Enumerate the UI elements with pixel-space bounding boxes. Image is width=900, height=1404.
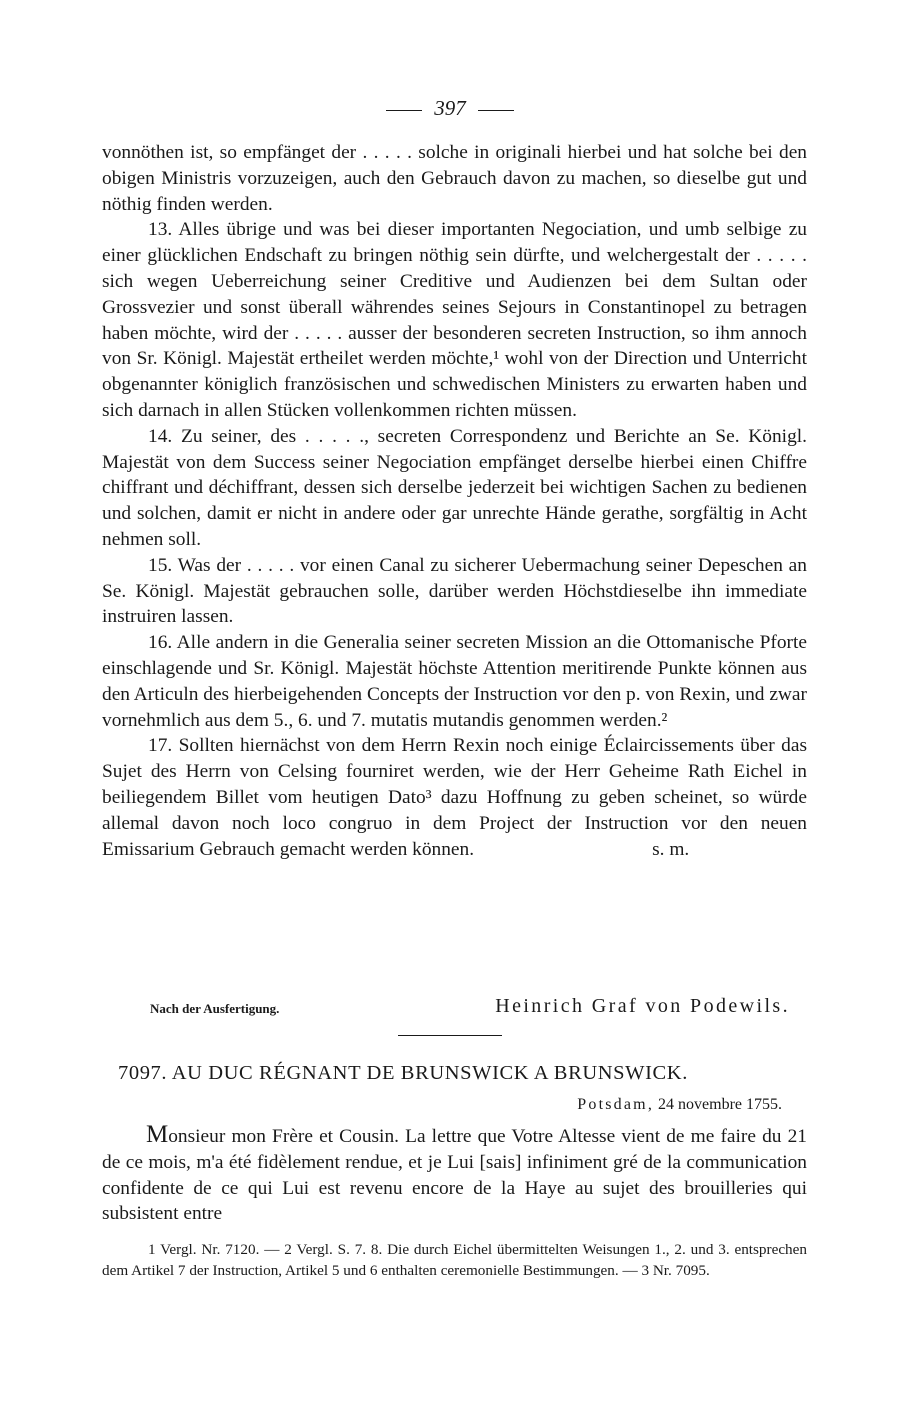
letter-paragraph: [102, 1122, 807, 1227]
paragraph-17-text: 17. Sollten hiernächst von dem Herrn Rexin noch einige Éclaircissements über das Sujet des Herrn von Celsing fourniret werden, wie der Herr Geheime Rath Eichel in beiliegendem Billet vom heutigen Dato³ dazu Hoffnung zu geben scheinet, so würde allemal davon noch loco congruo in dem Project der Instruction vor den neuen Emissarium Gebrauch gemacht werden können.: [102, 735, 807, 860]
page-number-header: [0, 96, 900, 121]
instruction-text: [102, 140, 807, 862]
letter-place-date: [577, 1096, 782, 1114]
footnotes: 1 Vergl. Nr. 7120. — 2 Vergl. S. 7. 8. Die durch Eichel übermittelten Weisungen 1., 2. und 3. entsprechen dem Artikel 7 der Instruction, Artikel 5 und 6 enthalten ceremonielle Bestimmungen. — 3 Nr. 7095.: [102, 1241, 807, 1279]
paragraph-17: [102, 733, 807, 862]
closing-sm: s. m.: [652, 838, 690, 860]
page-number: 397: [434, 96, 466, 120]
paragraph-16: 16. Alle andern in die Generalia seiner secreten Mission an die Ottomanische Pforte einschlagende und Sr. Königl. Majestät höchste Attention meritirende Punkte können aus den Articuln des hierbeigehenden Concepts der Instruction vor den p. von Rexin, und zwar vornehmlich aus dem 5., 6. und 7. mutatis mutandis genommen werden.²: [102, 632, 807, 731]
letter-opening-initial: M: [146, 1121, 169, 1148]
paragraph-continuation: vonnöthen ist, so empfänget der . . . . . solche in originali hierbei und hat solche bei den obigen Ministris vorzuzeigen, auch den Gebrauch davon zu machen, so dieselbe gut und nöthig finden werden.: [102, 142, 807, 215]
paragraph-13: 13. Alles übrige und was bei dieser importanten Negociation, und umb selbige zu einer glücklichen Endschaft zu bringen nöthig sein dürfte, und welchergestalt der . . . . . sich wegen Ueberreichung seiner Creditive und Audienzen bei dem Sultan oder Grossvezier und sonst überall währendes seines Sejours in Constantinopel zu betragen haben möchte, wird der . . . . . ausser der besonderen secreten Instruction, so ihm annoch von Sr. Königl. Majestät ertheilet werden möchte,¹ wohl von der Direction und Unterricht obgenannter königlich französischen und schwedischen Ministers zu erwarten haben und sich darnach in allen Stücken vollenkommen richten müssen.: [102, 219, 807, 421]
section-divider: [398, 1035, 502, 1036]
letter-heading: 7097. AU DUC RÉGNANT DE BRUNSWICK A BRUNSWICK.: [118, 1062, 688, 1084]
header-dash-left: [386, 110, 422, 111]
signature-source-note: Nach der Ausfertigung.: [150, 1001, 280, 1016]
header-dash-right: [478, 110, 514, 111]
paragraph-14: 14. Zu seiner, des . . . . ., secreten Correspondenz und Berichte an Se. Königl. Majestät von dem Success seiner Negociation empfänget derselbe hierbei einen Chiffre chiffrant und déchiffrant, dessen sich derselbe jederzeit bei wichtigen Sachen zu bedienen und solchen, damit er nicht in andere oder gar unrechte Hände gerathe, sorgfältig in Acht nehmen soll.: [102, 425, 807, 550]
signature-row: [150, 995, 790, 1023]
signature-name: Heinrich Graf von Podewils.: [495, 995, 790, 1017]
letter-body-text: onsieur mon Frère et Cousin. La lettre que Votre Altesse vient de me faire du 21 de ce mois, m'a été fidèlement rendue, et je Lui [sais] infiniment gré de la communication confidente de ce qui Lui est revenu encore de la Haye au sujet des brouilleries qui subsistent entre: [102, 1126, 807, 1225]
letter-date: 24 novembre 1755.: [658, 1096, 782, 1113]
letter-body: [102, 1122, 807, 1227]
letter-place: Potsdam,: [577, 1096, 655, 1113]
paragraph-15: 15. Was der . . . . . vor einen Canal zu sicherer Uebermachung seiner Depeschen an Se. Königl. Majestät gebrauchen solle, darüber werden Höchstdieselbe ihn immediate instruiren lassen.: [102, 554, 807, 628]
